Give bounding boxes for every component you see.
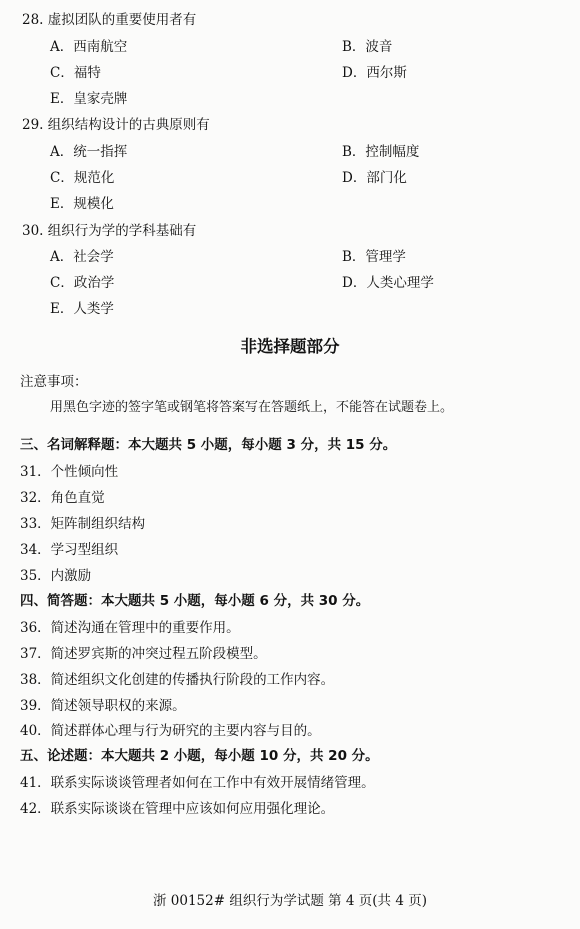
question-stem: 组织行为学的学科基础有 bbox=[47, 223, 197, 239]
question-item: 38．简述组织文化创建的传播执行阶段的工作内容。 bbox=[20, 672, 335, 688]
notice-text: 用黑色字迹的签字笔或钢笔将答案写在答题纸上，不能答在试题卷上。 bbox=[50, 400, 454, 415]
option-a: A．统一指挥 bbox=[50, 144, 128, 160]
notice-label: 注意事项： bbox=[20, 374, 88, 390]
option-d: D．西尔斯 bbox=[342, 65, 407, 81]
option-b: B．控制幅度 bbox=[342, 144, 420, 160]
question-29 bbox=[22, 116, 210, 134]
option-e: E．皇家壳牌 bbox=[50, 91, 128, 107]
option-c: C．政治学 bbox=[50, 275, 115, 291]
option-c: C．福特 bbox=[50, 65, 101, 81]
question-item: 37．简述罗宾斯的冲突过程五阶段模型。 bbox=[20, 646, 267, 662]
question-item: 39．简述领导职权的来源。 bbox=[20, 698, 186, 714]
question-number: 30. bbox=[22, 223, 44, 239]
question-item: 35．内激励 bbox=[20, 568, 92, 584]
question-item: 42．联系实际谈谈在管理中应该如何应用强化理论。 bbox=[20, 801, 335, 817]
question-stem: 虚拟团队的重要使用者有 bbox=[47, 12, 197, 28]
section-heading: 五、论述题：本大题共 2 小题，每小题 10 分，共 20 分。 bbox=[20, 748, 379, 764]
option-e: E．人类学 bbox=[50, 301, 114, 317]
question-number: 29. bbox=[22, 117, 44, 133]
question-28 bbox=[22, 11, 196, 29]
question-stem: 组织结构设计的古典原则有 bbox=[47, 117, 210, 133]
question-item: 33．矩阵制组织结构 bbox=[20, 516, 146, 532]
option-b: B．管理学 bbox=[342, 249, 406, 265]
option-b: B．波音 bbox=[342, 39, 393, 55]
question-item: 41．联系实际谈谈管理者如何在工作中有效开展情绪管理。 bbox=[20, 775, 375, 791]
option-c: C．规范化 bbox=[50, 170, 115, 186]
question-item: 34．学习型组织 bbox=[20, 542, 119, 558]
question-item: 32．角色直觉 bbox=[20, 490, 105, 506]
option-d: D．部门化 bbox=[342, 170, 407, 186]
option-d: D．人类心理学 bbox=[342, 275, 434, 291]
question-item: 40．简述群体心理与行为研究的主要内容与目的。 bbox=[20, 723, 321, 739]
page-footer: 浙 00152# 组织行为学试题 第 4 页(共 4 页) bbox=[152, 893, 427, 909]
section-heading: 四、简答题：本大题共 5 小题，每小题 6 分，共 30 分。 bbox=[20, 593, 370, 609]
option-a: A．西南航空 bbox=[50, 39, 128, 55]
question-item: 36．简述沟通在管理中的重要作用。 bbox=[20, 620, 240, 636]
question-number: 28. bbox=[22, 12, 44, 28]
option-a: A．社会学 bbox=[50, 249, 114, 265]
part-title: 非选择题部分 bbox=[240, 337, 340, 356]
section-heading: 三、名词解释题：本大题共 5 小题，每小题 3 分，共 15 分。 bbox=[20, 437, 397, 453]
option-e: E．规模化 bbox=[50, 196, 114, 212]
question-item: 31．个性倾向性 bbox=[20, 464, 119, 480]
question-30 bbox=[22, 222, 196, 240]
